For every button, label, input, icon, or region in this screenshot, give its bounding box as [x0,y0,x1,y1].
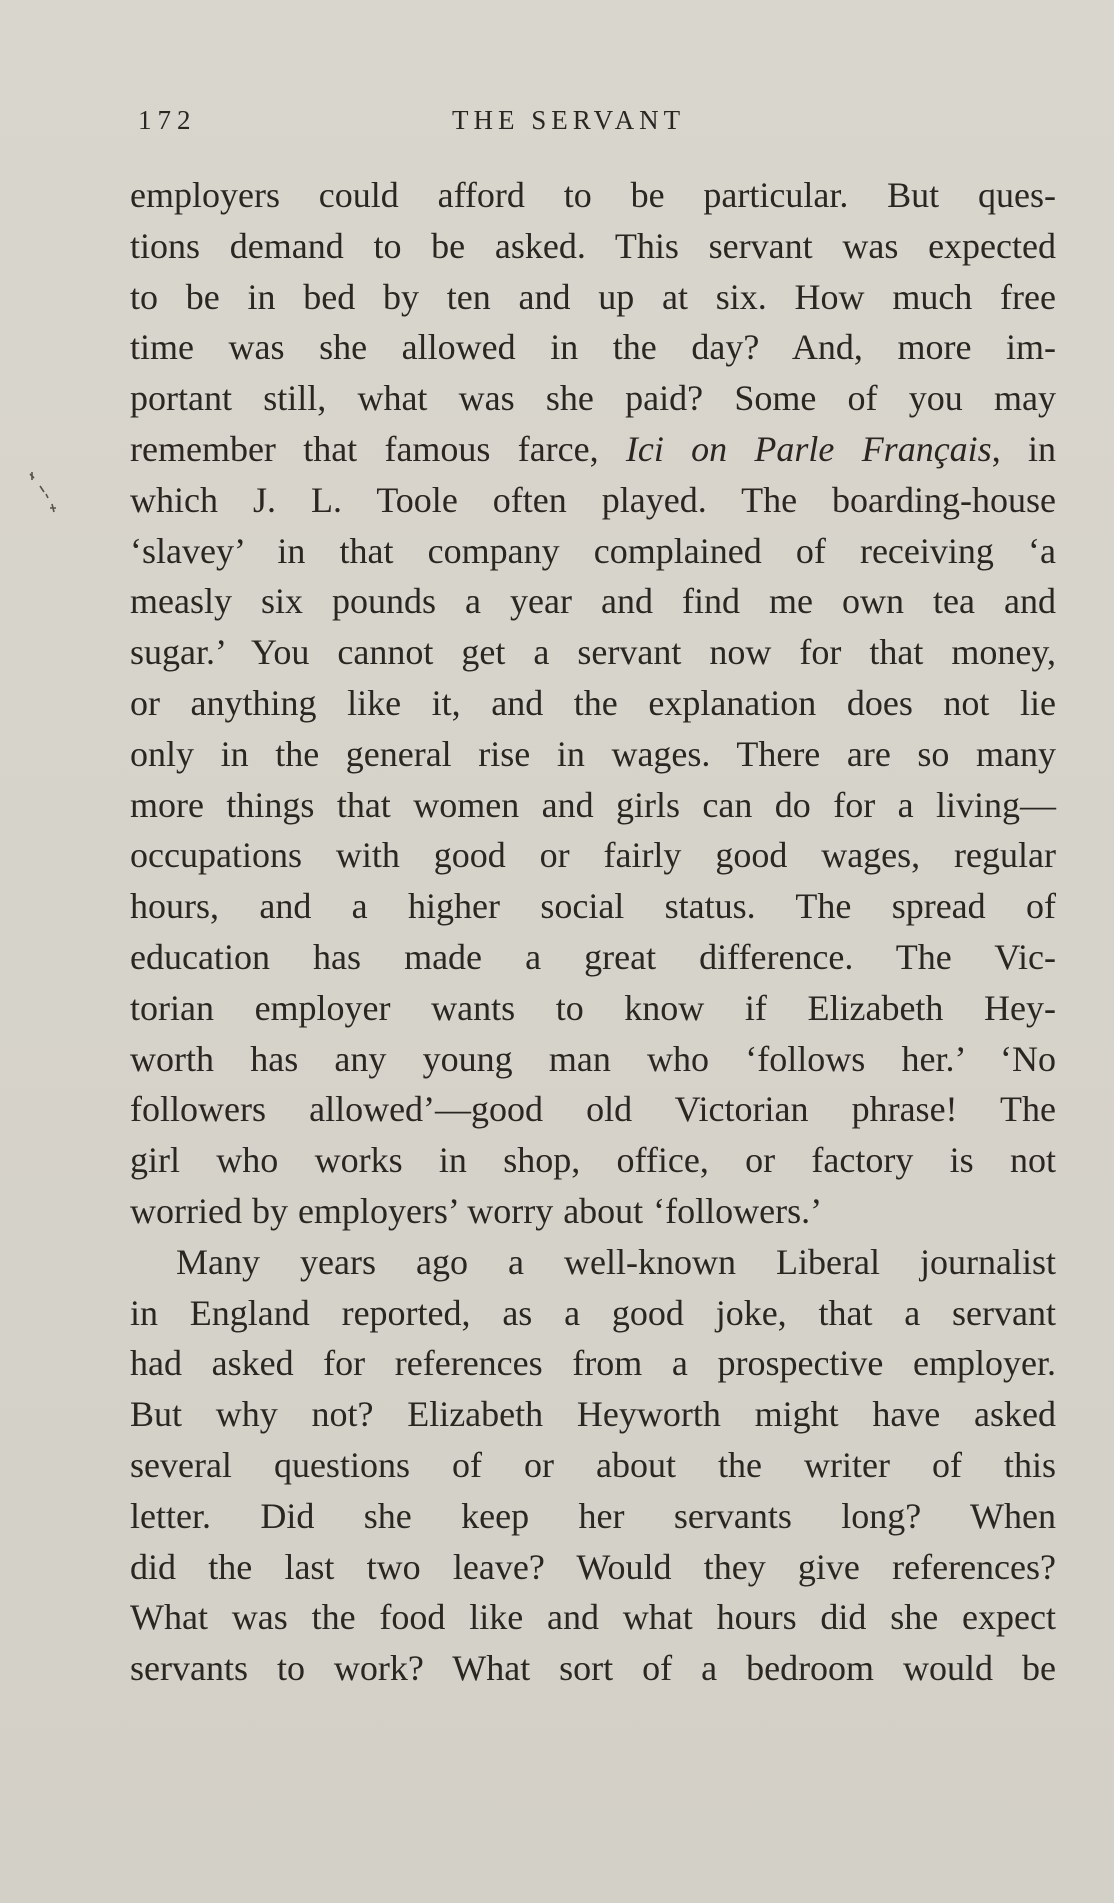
running-title: THE SERVANT [452,105,686,135]
text-line: to be in bed by ten and up at six. How much free [130,276,1056,317]
text-line: employers could afford to be particular. But ques- [130,175,1056,215]
text-line: or anything like it, and the explanation does not lie [130,682,1056,723]
text-line: worth has any young man who ‘follows her.’ ‘No [130,1038,1056,1079]
margin-pencil-mark [26,468,70,524]
italic-play-title: Ici on Parle Français [625,428,992,469]
text-line: letter. Did she keep her servants long? When [130,1495,1056,1536]
text-line: girl who works in shop, office, or factory is not [130,1140,1056,1181]
body-text [130,170,1056,1694]
text-line: occupations with good or fairly good wages, regular [130,835,1056,876]
text-line: torian employer wants to know if Elizabeth Hey- [130,987,1056,1028]
text-line: time was she allowed in the day? And, more im- [130,327,1056,368]
text-line: only in the general rise in wages. There are so many [130,733,1056,774]
text-line: hours, and a higher social status. The spread of [130,886,1056,927]
text-line: had asked for references from a prospective employer. [130,1343,1056,1384]
text-line: portant still, what was she paid? Some of you may [130,378,1056,419]
text-line: which J. L. Toole often played. The boarding-house [130,479,1056,520]
text-line: But why not? Elizabeth Heyworth might have asked [130,1394,1056,1435]
text-line: servants to work? What sort of a bedroom would be [130,1648,1056,1689]
text-line: education has made a great difference. The Vic- [130,936,1056,977]
text-line: ‘slavey’ in that company complained of receiving ‘a [130,530,1056,571]
text-line: tions demand to be asked. This servant was expected [130,225,1056,266]
text-line: several questions of or about the writer of this [130,1444,1056,1485]
line-text-before: remember that famous farce, [130,428,626,469]
text-line: sugar.’ You cannot get a servant now for that money, [130,632,1056,673]
text-line: did the last two leave? Would they give references? [130,1546,1056,1587]
text-line: followers allowed’—good old Victorian phrase! The [130,1089,1056,1130]
text-line: measly six pounds a year and find me own tea and [130,581,1056,622]
text-line: worried by employers’ worry about ‘followers.’ [130,1190,823,1231]
page-number: 172 [138,105,197,135]
text-line: more things that women and girls can do for a living— [130,784,1056,825]
text-line: What was the food like and what hours did she expect [130,1597,1056,1638]
text-line: Many years ago a well-known Liberal journalist [176,1241,1056,1282]
text-line-with-italic [130,424,1056,475]
running-head [130,105,1060,145]
line-text-after: , in [991,428,1056,469]
text-line: in England reported, as a good joke, that a servant [130,1292,1056,1333]
